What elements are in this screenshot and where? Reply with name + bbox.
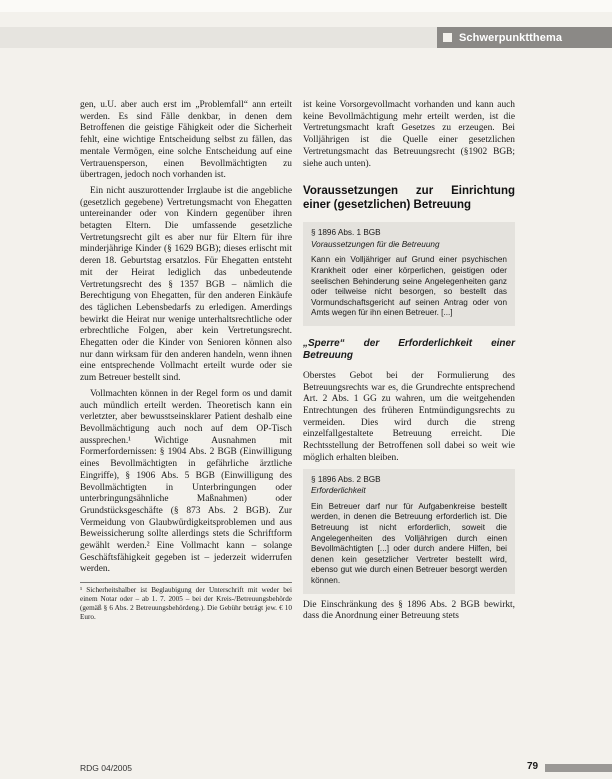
law-title: Voraussetzungen für die Betreuung bbox=[311, 239, 440, 249]
journal-issue: RDG 04/2005 bbox=[80, 763, 132, 773]
right-column bbox=[303, 100, 515, 627]
paragraph: Oberstes Gebot bei der Formulierung des Betreuungsrechts war es, die Grundrechte entsprechend Art. 2 Abs. 1 GG zu wahren, um die weitgehenden Entrechtungen des früheren Entmündigungsrechts zu vermeiden. Dies wird durch die streng einzelfallgestaltete Betreuung erreicht. Die Rechtsstellung der Betroffenen soll dabei so weit wie möglich erhalten bleiben. bbox=[303, 370, 515, 463]
page-number: 79 bbox=[527, 761, 539, 772]
subheading: „Sperre“ der Erforderlichkeit einer Betreuung bbox=[303, 337, 515, 362]
footer-bar bbox=[545, 764, 612, 772]
paragraph: Die Einschränkung des § 1896 Abs. 2 BGB bewirkt, dass die Anordnung einer Betreuung stets bbox=[303, 599, 515, 622]
law-text: Kann ein Volljähriger auf Grund einer psychischen Krankheit oder einer körperlichen, geistigen oder seelischen Behinderung seine Angelegenheiten ganz oder teilweise nicht besorgen, so bestellt das Vormundschaftsgericht auf seinen Antrag oder von Amts wegen für ihn einen Betreuer. [...] bbox=[311, 255, 507, 318]
paragraph: gen, u.U. aber auch erst im „Problemfall“ ann erteilt werden. Es sind Fälle denkbar, in denen dem Betroffenen die geistige Fähigkeit oder die Sicherheit fehlt, eine wichtige Entscheidung selbst zu fällen, das mentale Vermögen, eine solche Entscheidung auf eine Vertrauensperson, einen Bevollmächtigten zu übertragen, jedoch noch vorhanden ist. bbox=[80, 100, 292, 181]
law-title: Erforderlichkeit bbox=[311, 486, 366, 496]
law-quote-box bbox=[303, 222, 515, 326]
law-quote-box bbox=[303, 469, 515, 594]
law-text: Ein Betreuer darf nur für Aufgabenkreise bestellt werden, in denen die Betreuung erforderlich ist. Die Betreuung ist nicht erforderlich, soweit die Angelegenheiten des Volljährigen durch einen Bevollmächtigten [...] oder durch andere Hilfen, bei denen kein gesetzlicher Vertreter bestellt wird, ebenso gut wie durch einen Betreuer besorgt werden können. bbox=[311, 501, 507, 585]
section-label: Schwerpunktthema bbox=[459, 31, 563, 44]
law-reference: § 1896 Abs. 1 BGB bbox=[311, 228, 381, 238]
left-column bbox=[80, 100, 292, 622]
paragraph: Vollmachten können in der Regel form os und damit auch mündlich erteilt werden. Theoretisch kann ein verletzter, aber bewusstseinsklarer Patient deshalb eine Bevollmächtigung auch noch auf dem OP-Tisch aussprechen.¹ Wichtige Ausnahmen mit Formerfordernissen: § 1904 Abs. 2 BGB (Einwilligung eines Bevollmächtigten in gefährliche ärztliche Eingriffe), § 1906 Abs. 5 BGB (Einwilligung des Bevollmächtigten in Unterbringungen oder unterbringungsähnliche Maßnahmen) oder Grundstücksgeschäfte (§ 873 Abs. 2 BGB). Zur Vermeidung von Glaubwürdigkeitsproblemen und aus Beweissicherung sollte allerdings stets die Schriftform gewählt werden.² Eine Vollmacht kann – solange Geschäftsfähigkeit gegeben ist – jederzeit widerrufen werden. bbox=[80, 388, 292, 575]
top-margin bbox=[0, 0, 612, 12]
section-heading: Voraussetzungen zur Einrichtung einer (gesetzlichen) Betreuung bbox=[303, 185, 515, 212]
footnote: ¹ Sicherheitshalber ist Beglaubigung der Unterschrift mit weder bei einem Notar oder – ab 1. 7. 2005 – bei der Kreis-/Betreuungsbehörde (gemäß § 6 Abs. 2 Betreuungsbehördeng.). Die Gebühr beträgt jew. € 10 Euro. bbox=[80, 582, 292, 622]
square-icon bbox=[443, 33, 452, 42]
paragraph: ist keine Vorsorgevollmacht vorhanden und kann auch keine Bevollmächtigung mehr erteilt werden, ist die Vertretungsmacht kraft Gesetzes zu erzeugen. Bei Volljährigen ist die Quelle einer gesetzlichen Vertretungsmacht das Betreuungsrecht (§1902 BGB; siehe auch unten). bbox=[303, 100, 515, 169]
paragraph: Ein nicht auszurottender Irrglaube ist die angebliche (gesetzlich gegebene) Vertretungsmacht von Ehegatten untereinander oder von Kindern gegenüber ihren betagten Eltern. Die umfassende gesetzliche Vertretungsrecht gilt es aber nur für Eltern für ihre minderjährige Kinder (§ 1629 BGB); dieses erlischt mit deren 18. Geburtstag ersatzlos. Für Ehegatten entsteht mit der Heirat lediglich das unbedeutende Vertretungsrecht des § 1357 BGB – nämlich die Berechtigung von Ehegatten, für den anderen Einkäufe des täglichen Lebensbedarfs zu erledigen. Amerdings bewirkt die Heirat nur wenige unterhaltsrechtliche oder erbrechtliche Folgen, aber kein Vertretungsrecht. Ehegatten oder die Kinder von Senioren können also nur dann wirksam für den anderen handeln, wenn ihnen eine entsprechende Vollmacht erteilt wurde oder sie zum Betreuer bestellt sind. bbox=[80, 185, 292, 384]
section-tab bbox=[437, 27, 612, 48]
law-reference: § 1896 Abs. 2 BGB bbox=[311, 474, 381, 484]
